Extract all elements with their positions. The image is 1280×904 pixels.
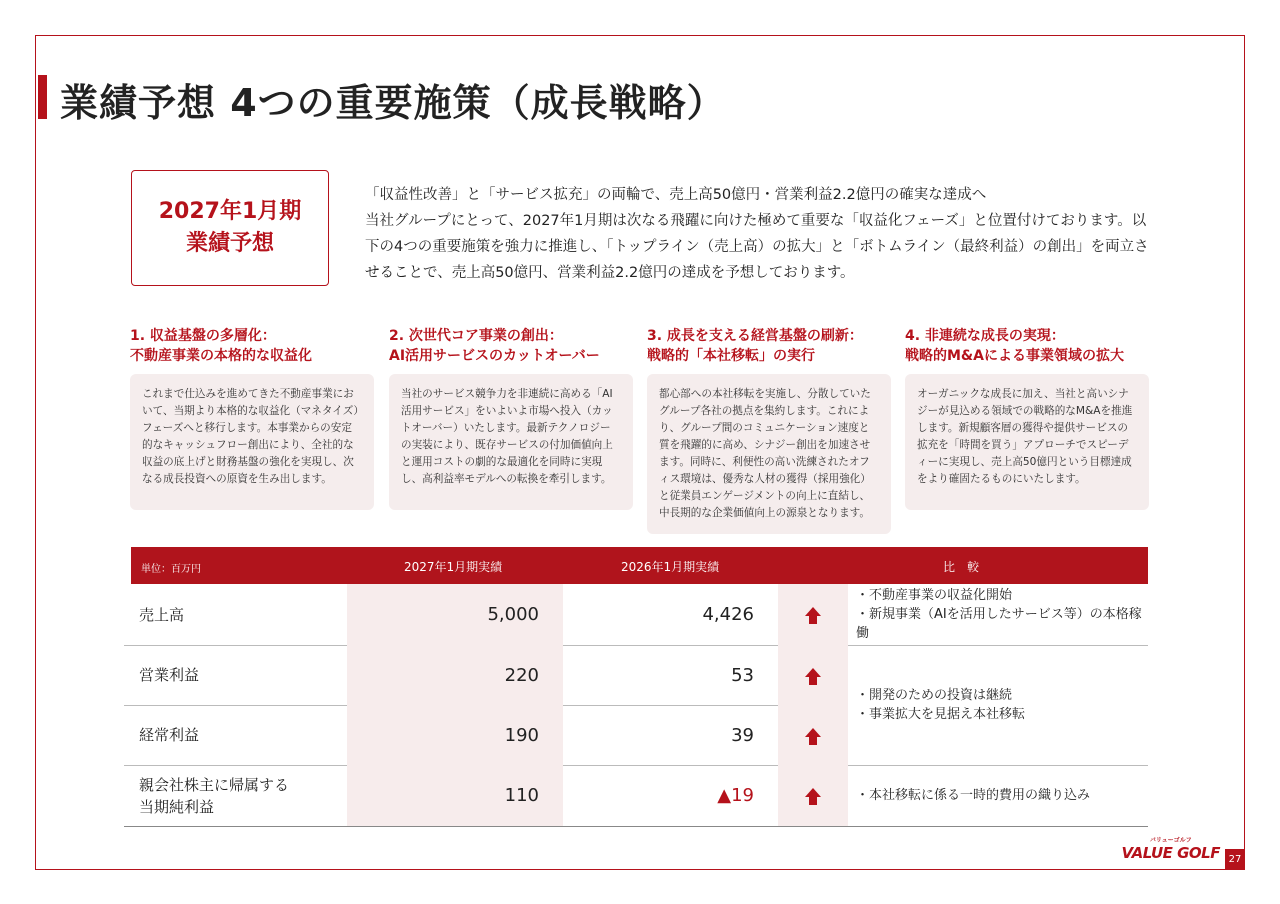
strategy-subheading: 戦略的「本社移転」の実行: [647, 348, 815, 364]
col-header-2026: 2026年1月期実績: [621, 560, 720, 574]
logo-kana: バリューゴルフ: [1149, 837, 1192, 844]
row-label: 経常利益: [139, 726, 200, 744]
value-2026: 4,426: [702, 604, 754, 625]
company-logo: [1122, 838, 1220, 861]
page-number: 27: [1225, 849, 1245, 870]
row-label: 営業利益: [139, 666, 200, 684]
comment-line: ・事業拡大を見据え本社移転: [856, 707, 1026, 722]
period-line2: 業績予想: [185, 231, 274, 256]
comment-line: ・新規事業（AIを活用したサービス等）の本格稼働: [856, 607, 1142, 641]
period-line1: 2027年1月期: [158, 199, 302, 224]
strategy-3: [647, 326, 891, 534]
strategy-body: これまで仕込みを進めてきた不動産事業において、当期より本格的な収益化（マネタイズ）フェーズへと移行します。本事業からの安定的なキャッシュフロー創出により、全社的な収益の底上げと財務基盤の強化を実現し、次なる成長投資への原資を生み出します。: [130, 374, 374, 510]
strategy-body: 当社のサービス競争力を非連続に高める「AI活用サービス」をいよいよ市場へ投入（カットオーバー）いたします。最新テクノロジーの実装により、既存サービスの付加価値向上と運用コストの劇的な最適化を同時に実現し、高利益率モデルへの転換を牽引します。: [389, 374, 633, 510]
strategy-heading: 4. 非連続な成長の実現：: [905, 328, 1065, 344]
value-2027: 110: [347, 765, 563, 826]
comment-line: ・本社移転に係る一時的費用の織り込み: [856, 788, 1091, 803]
strategy-1: [130, 326, 374, 510]
strategy-subheading: 戦略的M&Aによる事業領域の拡大: [905, 348, 1124, 364]
value-2027: 190: [347, 705, 563, 765]
strategy-4: [905, 326, 1149, 510]
value-2027: 5,000: [347, 584, 563, 645]
strategy-body: オーガニックな成長に加え、当社と高いシナジーが見込める領域での戦略的なM&Aを推進します。新規顧客層の獲得や提供サービスの拡充を「時間を買う」アプローチでスピーディーに実現し、売上高50億円という目標達成をより確固たるものにいたします。: [905, 374, 1149, 510]
up-arrow-icon: [805, 668, 821, 677]
intro-lead: 「収益性改善」と「サービス拡充」の両輪で、売上高50億円・営業利益2.2億円の確実な達成へ: [365, 187, 987, 203]
value-2027: 220: [347, 645, 563, 705]
up-arrow-icon: [805, 728, 821, 737]
strategy-heading: 1. 収益基盤の多層化：: [130, 328, 276, 344]
strategy-2: [389, 326, 633, 510]
strategy-body: 都心部への本社移転を実施し、分散していたグループ各社の拠点を集約します。これにより、グループ間のコミュニケーション速度と質を飛躍的に高め、シナジー創出を加速させます。同時に、利便性の高い洗練されたオフィス環境は、優秀な人材の獲得（採用強化）と従業員エンゲージメントの向上に直結し、中長期的な企業価値向上の源泉となります。: [647, 374, 891, 534]
comment-line: ・開発のための投資は継続: [856, 688, 1013, 703]
comment-line: ・不動産事業の収益化開始: [856, 588, 1013, 603]
row-label-line: 当期純利益: [139, 797, 215, 816]
title-accent-bar: [38, 75, 47, 119]
logo-text: VALUE GOLF: [1121, 844, 1220, 862]
strategy-subheading: AI活用サービスのカットオーバー: [389, 348, 600, 364]
value-2026: ▲19: [717, 785, 754, 806]
up-arrow-icon: [805, 607, 821, 616]
strategy-heading: 2. 次世代コア事業の創出：: [389, 328, 563, 344]
col-header-2027: 2027年1月期実績: [404, 560, 503, 574]
comment: [848, 645, 1148, 765]
comment: [848, 584, 1148, 645]
table-bottom-border: [124, 826, 1148, 827]
up-arrow-icon: [805, 788, 821, 797]
strategy-subheading: 不動産事業の本格的な収益化: [130, 348, 312, 364]
table-header: [131, 547, 1148, 584]
comment: [848, 765, 1148, 826]
row-label: 売上高: [139, 605, 185, 624]
row-label: [131, 765, 347, 826]
strategy-heading: 3. 成長を支える経営基盤の刷新：: [647, 328, 863, 344]
intro-text: [365, 182, 1155, 286]
row-label-line: 親会社株主に帰属する: [139, 775, 290, 794]
unit-label: 単位：百万円: [141, 564, 201, 575]
col-header-compare: 比 較: [943, 560, 980, 574]
value-2026: 53: [731, 664, 754, 686]
value-2026: 39: [731, 724, 754, 746]
intro-body: 当社グループにとって、2027年1月期は次なる飛躍に向けた極めて重要な「収益化フェーズ」と位置付けております。以下の4つの重要施策を強力に推進し、「トップライン（売上高）の拡大」と「ボトムライン（最終利益）の創出」を両立させることで、売上高50億円、営業利益2.2億円の達成を予想しております。: [365, 213, 1149, 281]
period-box: [131, 170, 329, 286]
page-title: 業績予想 4つの重要施策（成長戦略）: [60, 81, 726, 125]
